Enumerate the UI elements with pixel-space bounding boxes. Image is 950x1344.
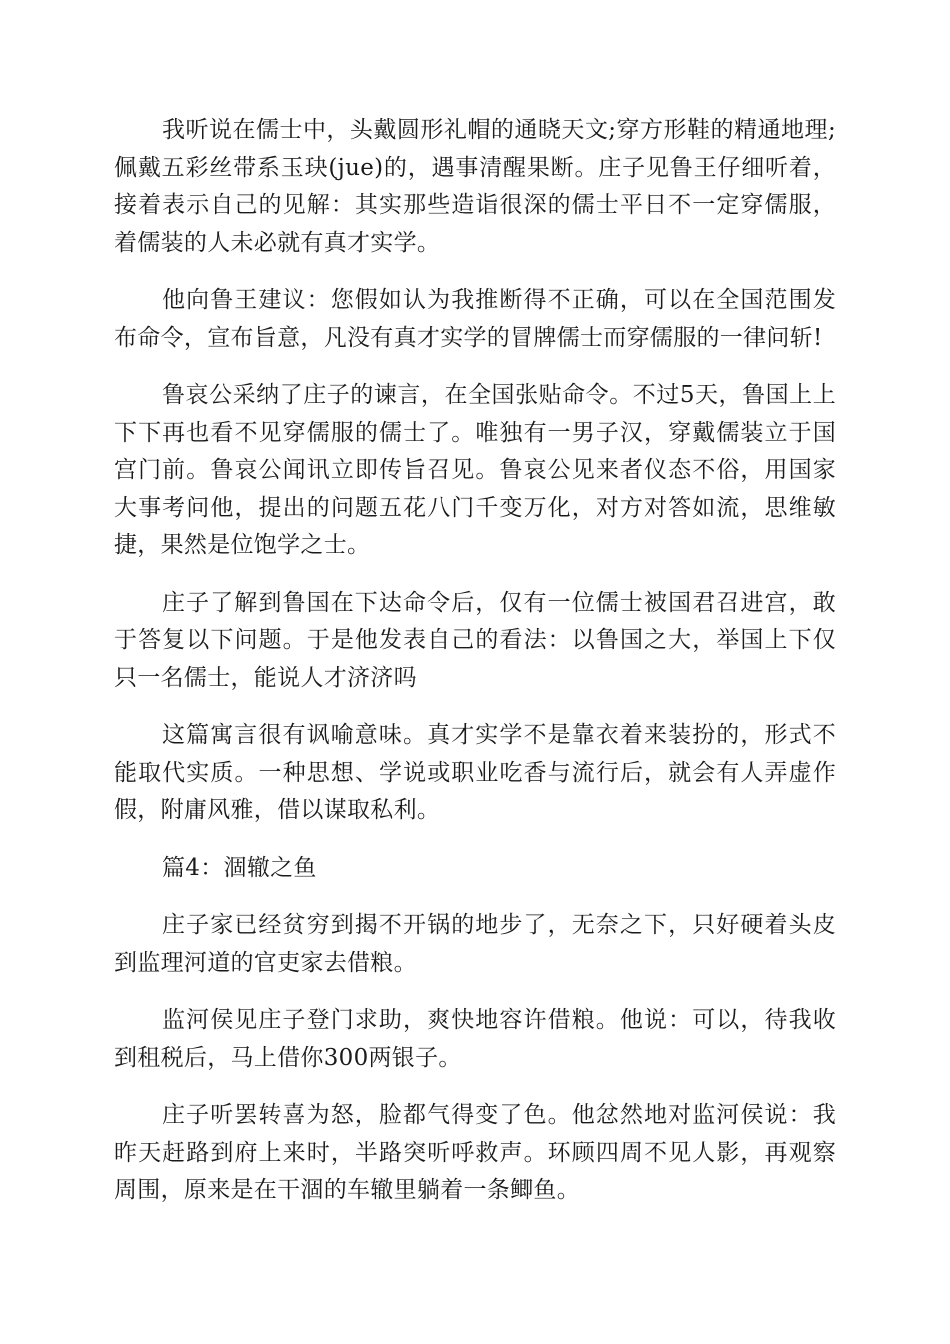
paragraph-6: 庄子家已经贫穷到揭不开锅的地步了，无奈之下，只好硬着头皮到监理河道的官吏家去借粮。 (114, 912, 836, 976)
section-heading: 篇4：涸辙之鱼 (162, 854, 317, 881)
paragraph-5: 这篇寓言很有讽喻意味。真才实学不是靠衣着来装扮的，形式不能取代实质。一种思想、学说或职业吃香与流行后，就会有人弄虚作假，附庸风雅，借以谋取私利。 (114, 722, 836, 823)
paragraph-8: 庄子听罢转喜为怒，脸都气得变了色。他忿然地对监河侯说：我昨天赶路到府上来时，半路突听呼救声。环顾四周不见人影，再观察周围，原来是在干涸的车辙里躺着一条鲫鱼。 (114, 1102, 836, 1203)
paragraph-1: 我听说在儒士中，头戴圆形礼帽的通晓天文;穿方形鞋的精通地理;佩戴五彩丝带系玉玦(jue)的，遇事清醒果断。庄子见鲁王仔细听着，接着表示自己的见解：其实那些造诣很深的儒士平日不一定穿儒服，着儒装的人未必就有真才实学。 (114, 117, 836, 256)
paragraph-2: 他向鲁王建议：您假如认为我推断得不正确，可以在全国范围发布命令，宣布旨意，凡没有真才实学的冒牌儒士而穿儒服的一律问斩! (114, 287, 836, 351)
document-body (114, 112, 836, 1230)
paragraph-4: 庄子了解到鲁国在下达命令后，仅有一位儒士被国君召进宫，敢于答复以下问题。于是他发表自己的看法：以鲁国之大，举国上下仅只一名儒士，能说人才济济吗 (114, 589, 836, 691)
paragraph-3: 鲁哀公采纳了庄子的谏言，在全国张贴命令。不过5天，鲁国上上下下再也看不见穿儒服的儒士了。唯独有一男子汉，穿戴儒装立于国宫门前。鲁哀公闻讯立即传旨召见。鲁哀公见来者仪态不俗，用国家大事考问他，提出的问题五花八门千变万化，对方对答如流，思维敏捷，果然是位饱学之士。 (114, 382, 836, 558)
paragraph-7: 监河侯见庄子登门求助，爽快地容许借粮。他说：可以，待我收到租税后，马上借你300两银子。 (114, 1007, 836, 1071)
